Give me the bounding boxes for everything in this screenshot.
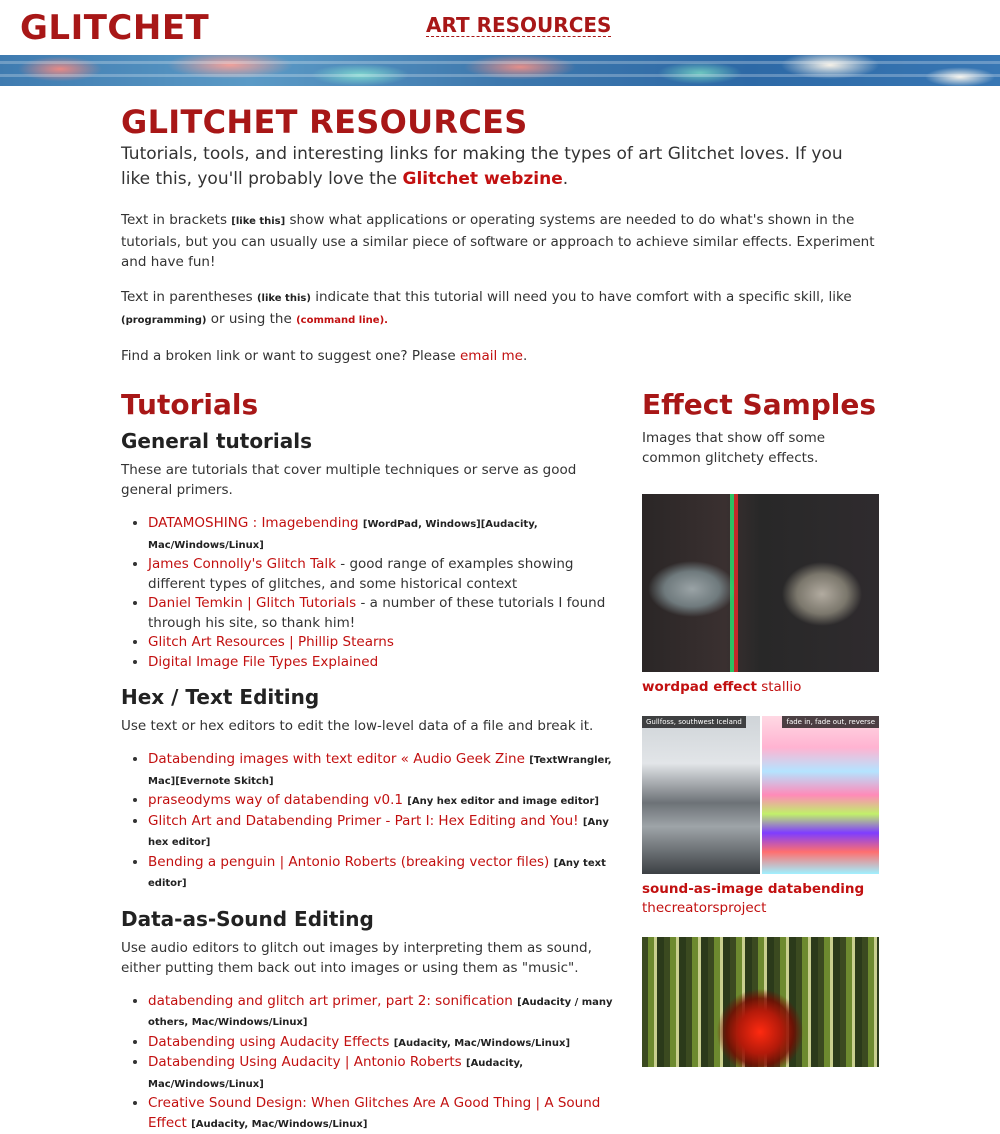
sound-as-image-databending-image[interactable] (642, 716, 879, 874)
image-label: fade in, fade out, reverse (782, 716, 879, 728)
glitched-apple-image[interactable] (642, 937, 879, 1067)
general-tutorials-desc: These are tutorials that cover multiple techniques or serve as good general primers. (121, 460, 621, 500)
list-item (148, 633, 621, 653)
sample-title-link[interactable]: sound-as-image databending (642, 881, 864, 897)
list-item: • Databending images with text editor « Audio Geek Zine [TextWrangler, Mac][Evernote Skitch] (148, 750, 621, 791)
hex-editing-heading: Hex / Text Editing (121, 684, 621, 710)
site-logo[interactable]: GLITCHET (20, 8, 209, 48)
list-item: • James Connolly's Glitch Talk - good range of examples showing different types of glitches, and some historical context (148, 555, 621, 594)
tutorial-link[interactable]: Glitch Art Resources | Phillip Stearns (148, 634, 394, 650)
parentheses-note: Text in parentheses (like this) indicate that this tutorial will need you to have comfort with a specific skill, like (programming) or using the (command line). (121, 287, 881, 331)
effect-samples-heading: Effect Samples (642, 388, 882, 422)
header-banner-image (0, 55, 1000, 86)
list-item: • Databending using Audacity Effects [Audacity, Mac/Windows/Linux] (148, 1033, 621, 1054)
contact-note: Find a broken link or want to suggest one? Please email me. (121, 346, 881, 366)
wordpad-effect-image[interactable] (642, 494, 879, 672)
general-tutorials-heading: General tutorials (121, 428, 621, 454)
tutorial-link[interactable]: James Connolly's Glitch Talk (148, 556, 336, 572)
list-item: • Daniel Temkin | Glitch Tutorials - a number of these tutorials I found through his site, so thank him! (148, 594, 621, 633)
image-label: Gullfoss, southwest Iceland (642, 716, 746, 728)
sample-credit-link[interactable]: thecreatorsproject (642, 900, 766, 916)
tutorial-link[interactable]: Daniel Temkin | Glitch Tutorials (148, 595, 356, 611)
tutorial-link[interactable]: DATAMOSHING : Imagebending (148, 515, 359, 531)
tutorial-link[interactable]: Creative Sound Design: When Glitches Are A Good Thing | A Sound Effect (148, 1095, 600, 1131)
list-item (148, 653, 621, 673)
intro-lede: Tutorials, tools, and interesting links for making the types of art Glitchet loves. If you like this, you'll probably love the Glitchet webzine. (121, 142, 861, 192)
list-item: • Glitch Art and Databending Primer - Part I: Hex Editing and You! [Any hex editor] (148, 812, 621, 853)
main-content (121, 86, 881, 388)
tutorial-link[interactable]: databending and glitch art primer, part 2: sonification (148, 993, 513, 1009)
list-item: • databending and glitch art primer, part 2: sonification [Audacity / many others, Mac/Windows/Linux] (148, 992, 621, 1033)
sample-title-link[interactable]: wordpad effect (642, 679, 757, 695)
page-title: GLITCHET RESOURCES (121, 104, 881, 140)
glitched-image (762, 716, 879, 874)
hex-editing-desc: Use text or hex editors to edit the low-level data of a file and break it. (121, 716, 621, 736)
sound-editing-list (121, 992, 621, 1134)
general-tutorials-list (121, 514, 621, 672)
sample-credit-link[interactable]: stallio (761, 679, 801, 695)
tutorial-link[interactable]: Databending using Audacity Effects (148, 1034, 389, 1050)
tutorial-link[interactable]: Digital Image File Types Explained (148, 654, 378, 670)
list-item: • Creative Sound Design: When Glitches Are A Good Thing | A Sound Effect [Audacity, Mac/Windows/Linux] (148, 1094, 621, 1134)
nav-link-art-resources[interactable]: ART RESOURCES (426, 14, 611, 37)
list-item: • Databending Using Audacity | Antonio Roberts [Audacity, Mac/Windows/Linux] (148, 1053, 621, 1094)
tutorials-heading: Tutorials (121, 388, 621, 422)
email-me-link[interactable]: email me (460, 348, 523, 364)
sound-editing-desc: Use audio editors to glitch out images by interpreting them as sound, either putting them back out into images or using them as "music". (121, 938, 621, 978)
tutorial-link[interactable]: Databending Using Audacity | Antonio Roberts (148, 1054, 462, 1070)
list-item: • Bending a penguin | Antonio Roberts (breaking vector files) [Any text editor] (148, 853, 621, 894)
brackets-note: Text in brackets [like this] show what applications or operating systems are needed to do what's shown in the tutorials, but you can usually use a similar piece of software or approach to achieve similar effects. Experiment and have fun! (121, 210, 881, 272)
top-bar (0, 0, 1000, 55)
hex-editing-list (121, 750, 621, 894)
tutorials-column (121, 388, 621, 1134)
samples-column (642, 388, 882, 1067)
tutorial-link[interactable]: Glitch Art and Databending Primer - Part I: Hex Editing and You! (148, 813, 579, 829)
tutorial-link[interactable]: praseodyms way of databending v0.1 (148, 792, 403, 808)
sample-caption (642, 678, 882, 698)
sample-caption (642, 880, 882, 919)
tutorial-link[interactable]: Databending images with text editor « Audio Geek Zine (148, 751, 525, 767)
sound-editing-heading: Data-as-Sound Editing (121, 906, 621, 932)
original-image (642, 716, 760, 874)
tutorial-link[interactable]: Bending a penguin | Antonio Roberts (breaking vector files) (148, 854, 549, 870)
list-item: • DATAMOSHING : Imagebending [WordPad, Windows][Audacity, Mac/Windows/Linux] (148, 514, 621, 555)
glitchet-webzine-link[interactable]: Glitchet webzine (402, 169, 562, 189)
effect-samples-desc: Images that show off some common glitchety effects. (642, 428, 882, 468)
list-item: • praseodyms way of databending v0.1 [Any hex editor and image editor] (148, 791, 621, 812)
